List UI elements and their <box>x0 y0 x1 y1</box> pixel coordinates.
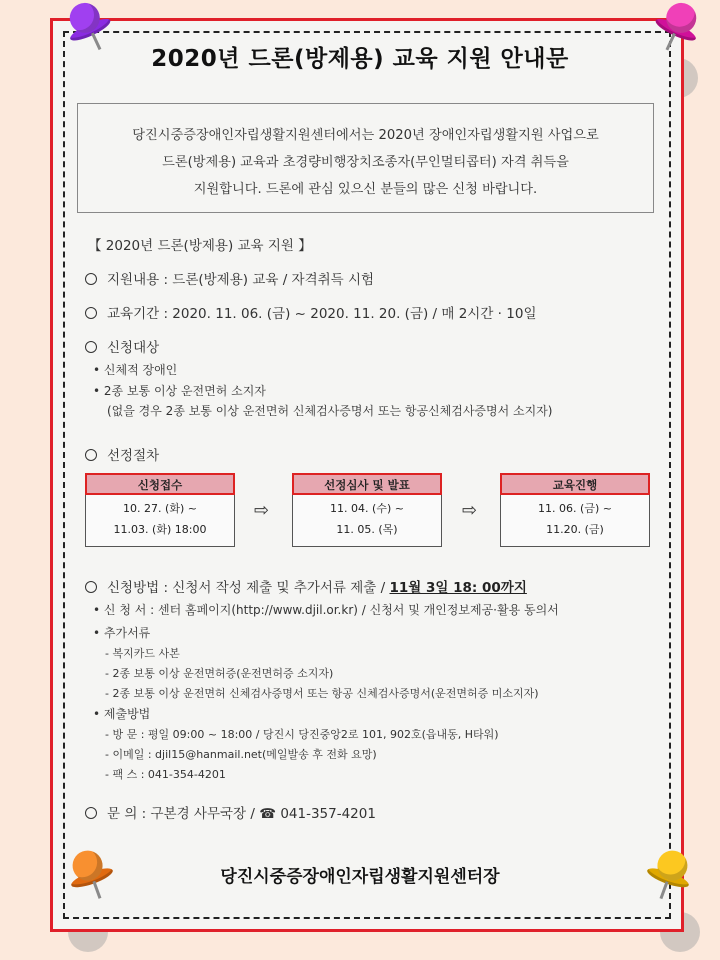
circle-bullet-icon <box>85 581 97 593</box>
method-row <box>85 576 527 596</box>
submit-label: • 제출방법 <box>93 707 151 721</box>
intro-box <box>77 103 654 213</box>
circle-bullet-icon <box>85 307 97 319</box>
contact-row <box>85 802 376 822</box>
submit-item: - 이메일 : djil15@hanmail.net(메일발송 후 전화 요망) <box>105 748 377 761</box>
form-item: • 신 청 서 : 센터 홈페이지(http://www.djil.or.kr) / 신청서 및 개인정보제공·활용 동의서 <box>93 603 559 617</box>
step-date: 11. 05. (목) <box>336 523 398 536</box>
selection-label: 선정절차 <box>107 448 160 464</box>
right-arrow-icon: ⇨ <box>462 500 478 521</box>
contact-text: 문 의 : 구본경 사무국장 / ☎ 041-357-4201 <box>107 806 376 822</box>
step-date: 10. 27. (화) ~ <box>123 502 197 515</box>
method-deadline: 11월 3일 18: 00까지 <box>389 580 527 596</box>
target-note: (없을 경우 2종 보통 이상 운전면허 신체검사증명서 또는 항공신체검사증명서 소지자) <box>107 404 553 418</box>
selection-row <box>85 444 159 464</box>
method-text: 신청방법 : 신청서 작성 제출 및 추가서류 제출 / <box>107 580 390 596</box>
circle-bullet-icon <box>85 273 97 285</box>
step-date: 11.03. (화) 18:00 <box>113 523 207 536</box>
page-title: 2020년 드론(방제용) 교육 지원 안내문 <box>151 46 569 72</box>
support-text: 지원내용 : 드론(방제용) 교육 / 자격취득 시험 <box>107 272 375 288</box>
submit-item: - 방 문 : 평일 09:00 ~ 18:00 / 당진시 당진중앙2로 101, 902호(읍내동, H타워) <box>105 728 499 741</box>
step-box <box>500 473 650 547</box>
footer-signature: 당진시중증장애인자립생활지원센터장 <box>220 867 500 887</box>
target-label: 신청대상 <box>107 340 160 356</box>
target-item: • 2종 보통 이상 운전면허 소지자 <box>93 384 266 398</box>
extra-doc-item: - 2종 보통 이상 운전면허 신체검사증명서 또는 항공 신체검사증명서(운전면허증 미소지자) <box>105 687 539 700</box>
step-date: 11. 04. (수) ~ <box>330 502 404 515</box>
circle-bullet-icon <box>85 449 97 461</box>
step-title: 선정심사 및 발표 <box>292 473 442 495</box>
step-title: 교육진행 <box>500 473 650 495</box>
step-date: 11. 06. (금) ~ <box>538 502 612 515</box>
intro-line: 지원합니다. 드론에 관심 있으신 분들의 많은 신청 바랍니다. <box>193 182 538 197</box>
extra-doc-item: - 복지카드 사본 <box>105 647 180 660</box>
target-row <box>85 336 159 356</box>
step-box <box>85 473 235 547</box>
intro-line: 드론(방제용) 교육과 초경량비행장치조종자(무인멀티콥터) 자격 취득을 <box>162 155 569 170</box>
target-item: • 신체적 장애인 <box>93 363 178 377</box>
section-header: 【 2020년 드론(방제용) 교육 지원 】 <box>88 238 312 254</box>
step-date: 11.20. (금) <box>546 523 604 536</box>
step-box <box>292 473 442 547</box>
extra-docs-label: • 추가서류 <box>93 626 151 640</box>
period-text: 교육기간 : 2020. 11. 06. (금) ~ 2020. 11. 20. (금) / 매 2시간 · 10일 <box>107 306 537 322</box>
circle-bullet-icon <box>85 341 97 353</box>
submit-item: - 팩 스 : 041-354-4201 <box>105 768 226 781</box>
extra-doc-item: - 2종 보통 이상 운전면허증(운전면허증 소지자) <box>105 667 334 680</box>
support-row <box>85 268 374 288</box>
step-title: 신청접수 <box>85 473 235 495</box>
circle-bullet-icon <box>85 807 97 819</box>
intro-line: 당진시중증장애인자립생활지원센터에서는 2020년 장애인자립생활지원 사업으로 <box>132 128 599 143</box>
period-row <box>85 302 537 322</box>
right-arrow-icon: ⇨ <box>254 500 270 521</box>
